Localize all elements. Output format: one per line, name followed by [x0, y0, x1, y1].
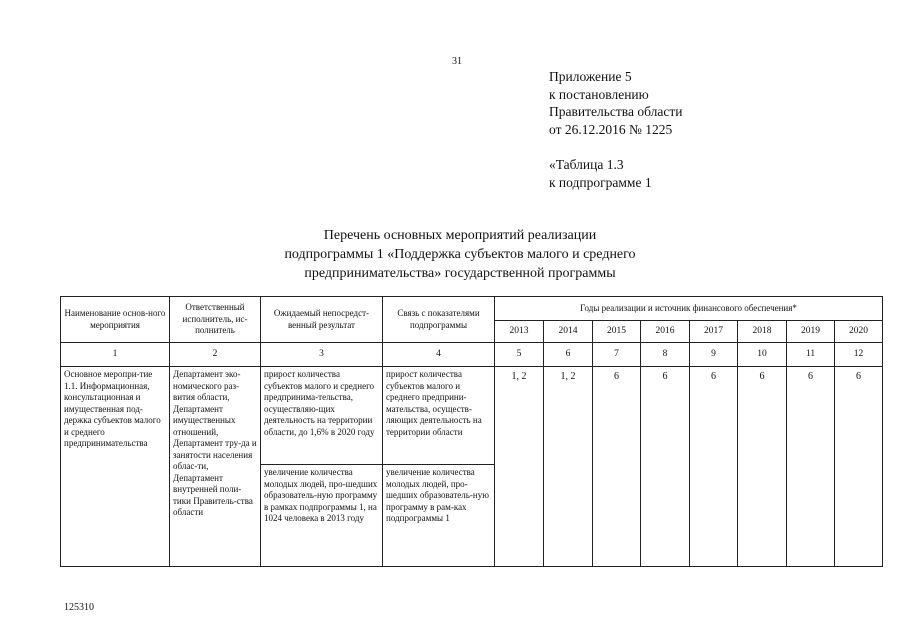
year-value: 6 — [690, 367, 738, 567]
year-cell: 2017 — [690, 321, 738, 343]
document-title — [200, 226, 720, 283]
measures-table — [60, 296, 883, 567]
column-number: 3 — [261, 343, 383, 367]
column-number: 8 — [641, 343, 690, 367]
column-number: 6 — [544, 343, 593, 367]
table-ref-line: к подпрограмме 1 — [549, 174, 652, 190]
year-value: 6 — [593, 367, 641, 567]
column-number: 11 — [787, 343, 835, 367]
column-number: 2 — [170, 343, 261, 367]
annex-line: от 26.12.2016 № 1225 — [549, 121, 673, 137]
column-number: 7 — [593, 343, 641, 367]
year-cell: 2019 — [787, 321, 835, 343]
year-cell: 2013 — [495, 321, 544, 343]
indicator-link: увеличение количества молодых людей, про-шедших образователь-ную программу в рам-ках подпрограммы 1 — [383, 465, 495, 567]
measure-name: Основное меропри-тие 1.1. Информационная, консультационная и имущественная под-держка субъектов малого и среднего предпринимательства — [61, 367, 170, 567]
expected-result: увеличение количества молодых людей, про-шедших образователь-ную программу в рамках подпрограммы 1, на 1024 человека в 2013 году — [261, 465, 383, 567]
executor-name: Департамент эко-номического раз-вития области, Департамент имущественных отношений, Департамент тру-да и занятости населения облас-ти, Департамент внутренней поли-тики Правитель-ства области — [170, 367, 261, 567]
column-number: 12 — [835, 343, 883, 367]
year-value: 6 — [787, 367, 835, 567]
table-reference — [549, 156, 652, 191]
year-value: 6 — [641, 367, 690, 567]
footer-code: 125310 — [64, 602, 94, 613]
column-number: 5 — [495, 343, 544, 367]
table-ref-line: «Таблица 1.3 — [549, 157, 624, 172]
title-line: предпринимательства» государственной программы — [304, 266, 616, 281]
header-executor: Ответственный исполнитель, ис-полнитель — [170, 297, 261, 343]
year-cell: 2020 — [835, 321, 883, 343]
year-value: 1, 2 — [544, 367, 593, 567]
title-line: Перечень основных мероприятий реализации — [323, 228, 597, 243]
year-cell: 2015 — [593, 321, 641, 343]
annex-header — [549, 68, 682, 138]
page-number: 31 — [452, 56, 462, 67]
annex-line: Приложение 5 — [549, 69, 632, 84]
year-value: 1, 2 — [495, 367, 544, 567]
header-link: Связь с показателями подпрограммы — [383, 297, 495, 343]
year-value: 6 — [738, 367, 787, 567]
header-measure: Наименование основ-ного мероприятия — [61, 297, 170, 343]
indicator-link: прирост количества субъектов малого и среднего предприни-мательства, осуществ-ляющих деятельность на территории области — [383, 367, 495, 465]
column-number: 1 — [61, 343, 170, 367]
annex-line: к постановлению — [549, 86, 649, 102]
column-number: 9 — [690, 343, 738, 367]
title-line: подпрограммы 1 «Поддержка субъектов малого и среднего — [284, 247, 636, 262]
annex-line: Правительства области — [549, 104, 683, 119]
year-value: 6 — [835, 367, 883, 567]
column-number: 10 — [738, 343, 787, 367]
column-number: 4 — [383, 343, 495, 367]
year-cell: 2018 — [738, 321, 787, 343]
header-result: Ожидаемый непосредст-венный результат — [261, 297, 383, 343]
year-cell: 2016 — [641, 321, 690, 343]
expected-result: прирост количества субъектов малого и среднего предпринима-тельства, осуществляю-щих деятельность на территории области, до 1,6% в 2020 году — [261, 367, 383, 465]
header-years-group: Годы реализации и источник финансового обеспечения* — [495, 297, 883, 321]
year-cell: 2014 — [544, 321, 593, 343]
